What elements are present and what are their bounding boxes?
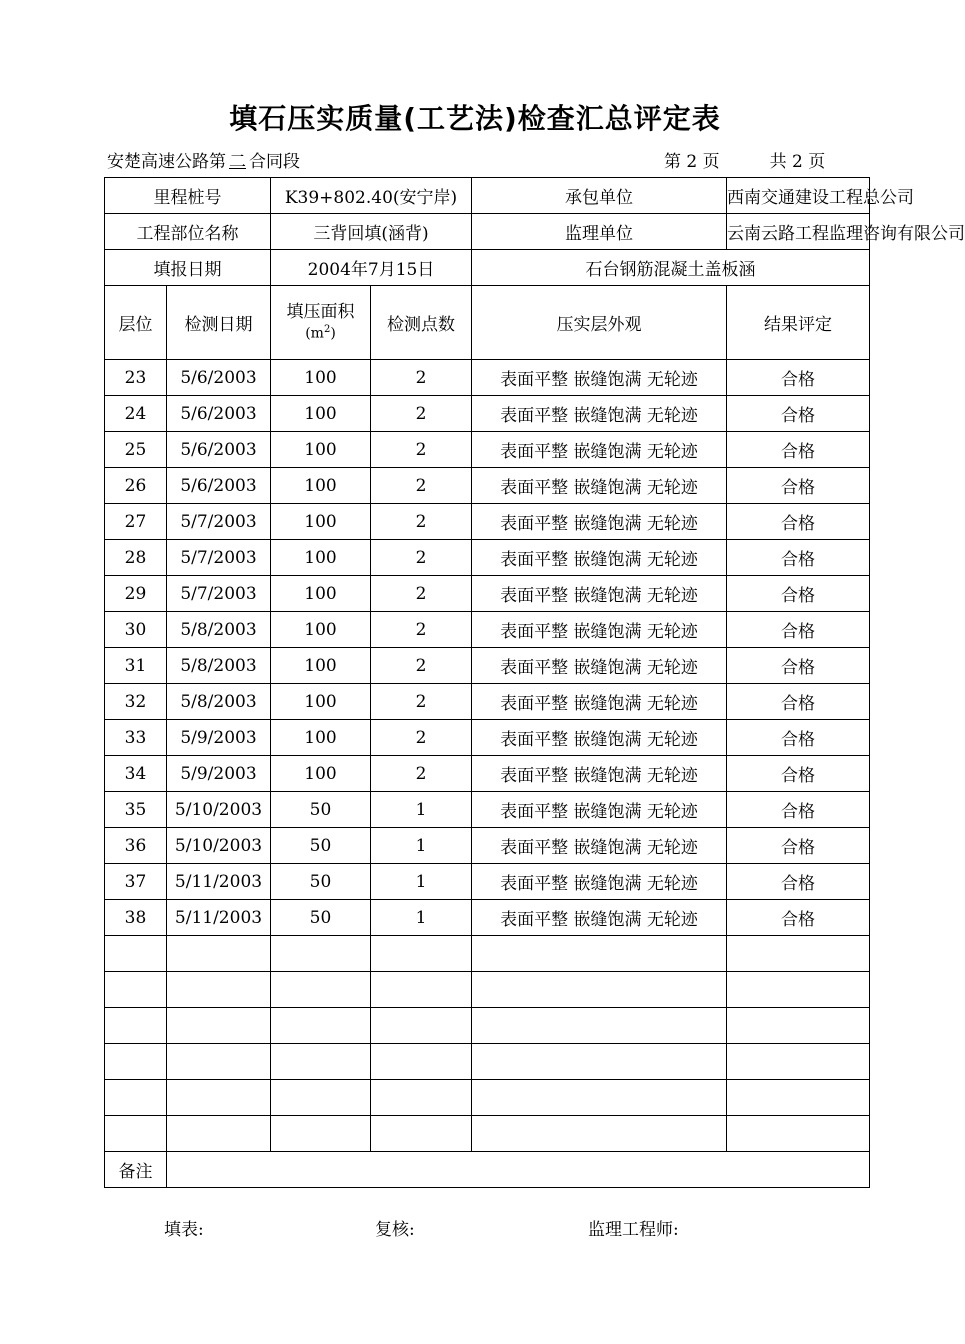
table-row [105, 900, 870, 936]
cell-area: 100 [271, 540, 371, 576]
cell-appearance: 表面平整 嵌缝饱满 无轮迹 [472, 684, 727, 720]
empty-cell [167, 1116, 271, 1152]
cell-area: 100 [271, 360, 371, 396]
remarks-value [167, 1152, 870, 1188]
cell-area: 100 [271, 648, 371, 684]
table-row [105, 360, 870, 396]
table-row [105, 720, 870, 756]
cell-result: 合格 [727, 900, 870, 936]
cell-points: 2 [371, 504, 472, 540]
cell-date: 5/6/2003 [167, 396, 271, 432]
page-number: 第 2 页 [664, 152, 720, 172]
cell-result: 合格 [727, 864, 870, 900]
cell-points: 2 [371, 756, 472, 792]
empty-cell [105, 972, 167, 1008]
cell-layer: 25 [105, 432, 167, 468]
cell-date: 5/10/2003 [167, 828, 271, 864]
header-result: 结果评定 [727, 286, 870, 360]
contractor-value: 西南交通建设工程总公司 [727, 178, 870, 214]
cell-layer: 27 [105, 504, 167, 540]
info-row-part [105, 214, 870, 250]
cell-layer: 36 [105, 828, 167, 864]
station-value: K39+802.40(安宁岸) [271, 178, 472, 214]
cell-area: 100 [271, 468, 371, 504]
table-row [105, 576, 870, 612]
cell-result: 合格 [727, 648, 870, 684]
remarks-row [105, 1152, 870, 1188]
cell-layer: 33 [105, 720, 167, 756]
date-label: 填报日期 [105, 250, 271, 286]
empty-row [105, 936, 870, 972]
cell-result: 合格 [727, 504, 870, 540]
cell-layer: 26 [105, 468, 167, 504]
cell-area: 50 [271, 828, 371, 864]
cell-date: 5/7/2003 [167, 504, 271, 540]
structure-value: 石台钢筋混凝土盖板涵 [472, 250, 870, 286]
cell-appearance: 表面平整 嵌缝饱满 无轮迹 [472, 720, 727, 756]
cell-points: 2 [371, 576, 472, 612]
empty-cell [271, 1080, 371, 1116]
part-label: 工程部位名称 [105, 214, 271, 250]
table-row [105, 864, 870, 900]
cell-result: 合格 [727, 396, 870, 432]
cell-points: 1 [371, 864, 472, 900]
cell-layer: 23 [105, 360, 167, 396]
info-row-date [105, 250, 870, 286]
project-suffix: 合同段 [249, 152, 300, 172]
engineer-label: 监理工程师: [588, 1220, 679, 1240]
cell-area: 100 [271, 684, 371, 720]
supervisor-value: 云南云路工程监理咨询有限公司 [727, 214, 870, 250]
page-indicator [664, 147, 831, 172]
empty-cell [727, 1044, 870, 1080]
empty-cell [472, 1080, 727, 1116]
page-total: 共 2 页 [769, 152, 826, 172]
column-header-row [105, 286, 870, 360]
cell-date: 5/6/2003 [167, 432, 271, 468]
cell-date: 5/8/2003 [167, 648, 271, 684]
cell-points: 2 [371, 360, 472, 396]
cell-result: 合格 [727, 360, 870, 396]
cell-area: 50 [271, 900, 371, 936]
cell-points: 2 [371, 684, 472, 720]
inspection-table [104, 177, 965, 1188]
cell-area: 100 [271, 756, 371, 792]
table-row [105, 396, 870, 432]
cell-points: 1 [371, 828, 472, 864]
empty-cell [472, 972, 727, 1008]
empty-cell [167, 972, 271, 1008]
header-points: 检测点数 [371, 286, 472, 360]
cell-appearance: 表面平整 嵌缝饱满 无轮迹 [472, 540, 727, 576]
cell-result: 合格 [727, 720, 870, 756]
empty-row [105, 1044, 870, 1080]
cell-area: 100 [271, 504, 371, 540]
empty-row [105, 1116, 870, 1152]
cell-layer: 34 [105, 756, 167, 792]
filler-label: 填表: [164, 1220, 204, 1240]
cell-appearance: 表面平整 嵌缝饱满 无轮迹 [472, 360, 727, 396]
cell-date: 5/7/2003 [167, 540, 271, 576]
empty-cell [371, 1080, 472, 1116]
cell-result: 合格 [727, 792, 870, 828]
cell-result: 合格 [727, 612, 870, 648]
cell-appearance: 表面平整 嵌缝饱满 无轮迹 [472, 828, 727, 864]
table-row [105, 828, 870, 864]
empty-cell [167, 936, 271, 972]
cell-layer: 28 [105, 540, 167, 576]
table-row [105, 504, 870, 540]
empty-cell [371, 1044, 472, 1080]
cell-layer: 24 [105, 396, 167, 432]
cell-appearance: 表面平整 嵌缝饱满 无轮迹 [472, 432, 727, 468]
cell-area: 50 [271, 864, 371, 900]
date-value: 2004年7月15日 [271, 250, 472, 286]
cell-result: 合格 [727, 756, 870, 792]
empty-cell [271, 1008, 371, 1044]
cell-points: 2 [371, 396, 472, 432]
cell-area: 100 [271, 396, 371, 432]
cell-appearance: 表面平整 嵌缝饱满 无轮迹 [472, 648, 727, 684]
cell-area: 50 [271, 792, 371, 828]
empty-cell [472, 936, 727, 972]
header-area [271, 286, 371, 360]
cell-layer: 30 [105, 612, 167, 648]
remarks-label: 备注 [105, 1152, 167, 1188]
empty-cell [167, 1080, 271, 1116]
cell-appearance: 表面平整 嵌缝饱满 无轮迹 [472, 792, 727, 828]
empty-cell [271, 1044, 371, 1080]
table-row [105, 540, 870, 576]
table-row [105, 468, 870, 504]
cell-date: 5/9/2003 [167, 756, 271, 792]
table-row [105, 756, 870, 792]
cell-layer: 29 [105, 576, 167, 612]
cell-result: 合格 [727, 540, 870, 576]
cell-appearance: 表面平整 嵌缝饱满 无轮迹 [472, 756, 727, 792]
cell-points: 2 [371, 468, 472, 504]
page-title: 填石压实质量(工艺法)检查汇总评定表 [229, 102, 721, 135]
empty-cell [271, 972, 371, 1008]
cell-date: 5/6/2003 [167, 360, 271, 396]
empty-row [105, 1080, 870, 1116]
cell-layer: 31 [105, 648, 167, 684]
cell-appearance: 表面平整 嵌缝饱满 无轮迹 [472, 396, 727, 432]
header-layer: 层位 [105, 286, 167, 360]
checker-label: 复核: [375, 1220, 415, 1240]
info-row-station [105, 178, 870, 214]
empty-cell [105, 1080, 167, 1116]
empty-cell [105, 1008, 167, 1044]
empty-row [105, 972, 870, 1008]
unit-close: ) [330, 325, 336, 342]
cell-appearance: 表面平整 嵌缝饱满 无轮迹 [472, 864, 727, 900]
cell-date: 5/10/2003 [167, 792, 271, 828]
cell-result: 合格 [727, 432, 870, 468]
empty-cell [472, 1116, 727, 1152]
cell-date: 5/8/2003 [167, 684, 271, 720]
station-label: 里程桩号 [105, 178, 271, 214]
cell-points: 1 [371, 792, 472, 828]
cell-date: 5/6/2003 [167, 468, 271, 504]
cell-appearance: 表面平整 嵌缝饱满 无轮迹 [472, 576, 727, 612]
cell-result: 合格 [727, 468, 870, 504]
cell-result: 合格 [727, 576, 870, 612]
cell-area: 100 [271, 612, 371, 648]
empty-cell [167, 1044, 271, 1080]
cell-layer: 32 [105, 684, 167, 720]
empty-cell [371, 1008, 472, 1044]
cell-result: 合格 [727, 684, 870, 720]
empty-cell [472, 1044, 727, 1080]
cell-result: 合格 [727, 828, 870, 864]
empty-cell [371, 936, 472, 972]
cell-area: 100 [271, 432, 371, 468]
empty-cell [472, 1008, 727, 1044]
part-value: 三背回填(涵背) [271, 214, 472, 250]
empty-cell [727, 1116, 870, 1152]
section-number: 二 [229, 152, 246, 172]
table-row [105, 684, 870, 720]
cell-area: 100 [271, 576, 371, 612]
empty-row [105, 1008, 870, 1044]
cell-points: 2 [371, 720, 472, 756]
empty-cell [371, 972, 472, 1008]
empty-cell [167, 1008, 271, 1044]
contract-section-line [107, 147, 300, 172]
cell-date: 5/11/2003 [167, 864, 271, 900]
header-date: 检测日期 [167, 286, 271, 360]
empty-cell [727, 936, 870, 972]
header-appearance: 压实层外观 [472, 286, 727, 360]
project-prefix: 安楚高速公路第 [107, 152, 226, 172]
cell-layer: 38 [105, 900, 167, 936]
cell-points: 1 [371, 900, 472, 936]
empty-cell [727, 1008, 870, 1044]
empty-cell [105, 1116, 167, 1152]
empty-cell [105, 1044, 167, 1080]
cell-points: 2 [371, 540, 472, 576]
header-area-title: 填压面积 [286, 301, 355, 322]
empty-cell [727, 972, 870, 1008]
table-row [105, 432, 870, 468]
cell-appearance: 表面平整 嵌缝饱满 无轮迹 [472, 612, 727, 648]
empty-cell [727, 1080, 870, 1116]
supervisor-label: 监理单位 [472, 214, 727, 250]
cell-appearance: 表面平整 嵌缝饱满 无轮迹 [472, 504, 727, 540]
contractor-label: 承包单位 [472, 178, 727, 214]
cell-points: 2 [371, 432, 472, 468]
cell-date: 5/7/2003 [167, 576, 271, 612]
cell-layer: 37 [105, 864, 167, 900]
cell-date: 5/8/2003 [167, 612, 271, 648]
unit-superscript: 2 [323, 323, 331, 335]
cell-appearance: 表面平整 嵌缝饱满 无轮迹 [472, 900, 727, 936]
header-area-unit [271, 321, 370, 343]
cell-points: 2 [371, 612, 472, 648]
unit-text: (m [305, 325, 324, 342]
cell-area: 100 [271, 720, 371, 756]
cell-points: 2 [371, 648, 472, 684]
table-row [105, 612, 870, 648]
table-row [105, 648, 870, 684]
cell-date: 5/9/2003 [167, 720, 271, 756]
cell-date: 5/11/2003 [167, 900, 271, 936]
empty-cell [271, 936, 371, 972]
empty-cell [371, 1116, 472, 1152]
cell-layer: 35 [105, 792, 167, 828]
empty-cell [105, 936, 167, 972]
empty-cell [271, 1116, 371, 1152]
cell-appearance: 表面平整 嵌缝饱满 无轮迹 [472, 468, 727, 504]
table-row [105, 792, 870, 828]
